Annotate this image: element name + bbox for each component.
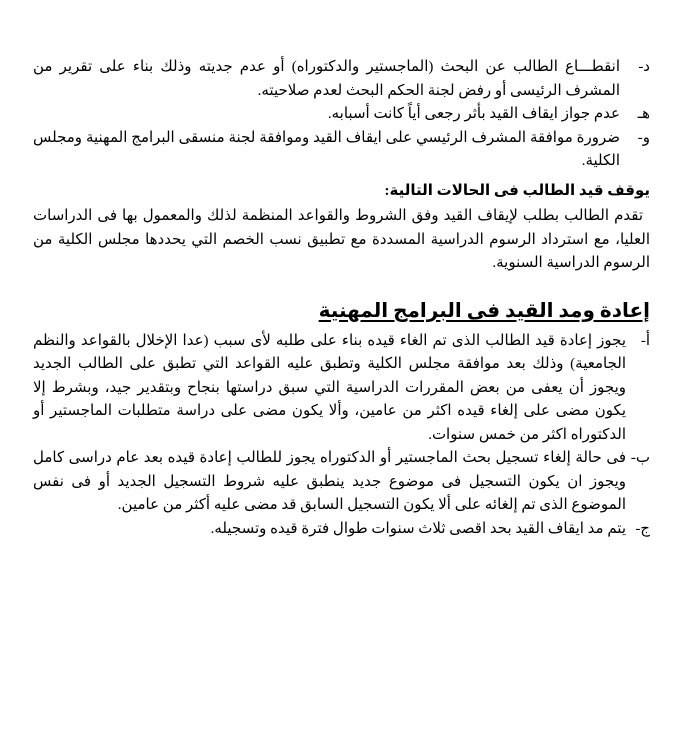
list-item-text: ضرورة موافقة المشرف الرئيسي على ايقاف القيد وموافقة لجنة منسقى البرامج المهنية ومجلس الكلية. bbox=[33, 129, 620, 169]
list-item-marker: د- bbox=[638, 59, 650, 75]
list-item-text: فى حالة إلغاء تسجيل بحث الماجستير أو الدكتوراه يجوز للطالب إعادة قيده بعد عام دراسى كامل ويجوز ان يكون التسجيل فى موضوع جديد ينطبق عليه شروط التسجيل الجديد أو فى نفس الموضوع الذى تم إلغائه على ألا يكون التسجيل السابق قد مضى عليه أكثر من عامين. bbox=[33, 450, 626, 513]
list-item-text: عدم جواز ايقاف القيد بأثر رجعى أياً كانت أسبابه. bbox=[327, 106, 620, 122]
list-item-text: يجوز إعادة قيد الطالب الذى تم الغاء قيده بناء على طلبه لأى سبب (عدا الإخلال بالقواعد والنظم الجامعية) وذلك بعد موافقة مجلس الكلية وتطبق عليه القواعد التي تطبق على الطالب الجديد ويجوز أن يعفى من بعض المقررات الدراسية التي سبق دراستها بنجاح وبتقدير جيد، وبشرط إلا يكون مضى على إلغاء قيده اكثر من عامين، وألا يكون مضى على دراسة متطلبات الماجستير أو الدكتوراه اكثر من خمس سنوات. bbox=[33, 332, 626, 443]
list-item-marker: ج- bbox=[635, 520, 650, 537]
list-item-a bbox=[33, 330, 650, 448]
list-item-h bbox=[33, 103, 650, 127]
list-item-text: يتم مد ايقاف القيد بحد اقصى ثلاث سنوات طوال فترة قيده وتسجيله. bbox=[210, 520, 626, 537]
suspension-conditions-list bbox=[33, 56, 650, 174]
list-item-text: انقطـــاع الطالب عن البحث (الماجستير والدكتوراه) أو عدم جديته وذلك بناء على تقرير من المشرف الرئيسى أو رفض لجنة الحكم البحث لعدم صلاحيته. bbox=[33, 59, 620, 99]
list-item-d bbox=[33, 56, 650, 103]
list-item-j bbox=[33, 518, 650, 542]
list-item-marker: هـ bbox=[637, 106, 650, 122]
list-item-b bbox=[33, 447, 650, 518]
list-item-marker: أ- bbox=[640, 332, 650, 349]
reenrollment-rules-list bbox=[33, 330, 650, 542]
suspension-cases-paragraph: تقدم الطالب بطلب لإيقاف القيد وفق الشروط والقواعد المنظمة لذلك والمعمول بها فى الدراسات العليا، مع استرداد الرسوم الدراسية المسددة مع تطبيق نسب الخصم التي يحددها مجلس الكلية من الرسوم الدراسية السنوية. bbox=[33, 208, 650, 271]
reenrollment-section-heading: إعادة ومد القيد فى البرامج المهنية bbox=[318, 299, 650, 322]
suspension-cases-heading: يوقف قيد الطالب فى الحالات التالية: bbox=[384, 182, 650, 199]
list-item-marker: و- bbox=[637, 129, 650, 146]
list-item-w bbox=[33, 127, 650, 174]
list-item-marker: ب- bbox=[630, 450, 650, 466]
document-content bbox=[33, 56, 650, 541]
